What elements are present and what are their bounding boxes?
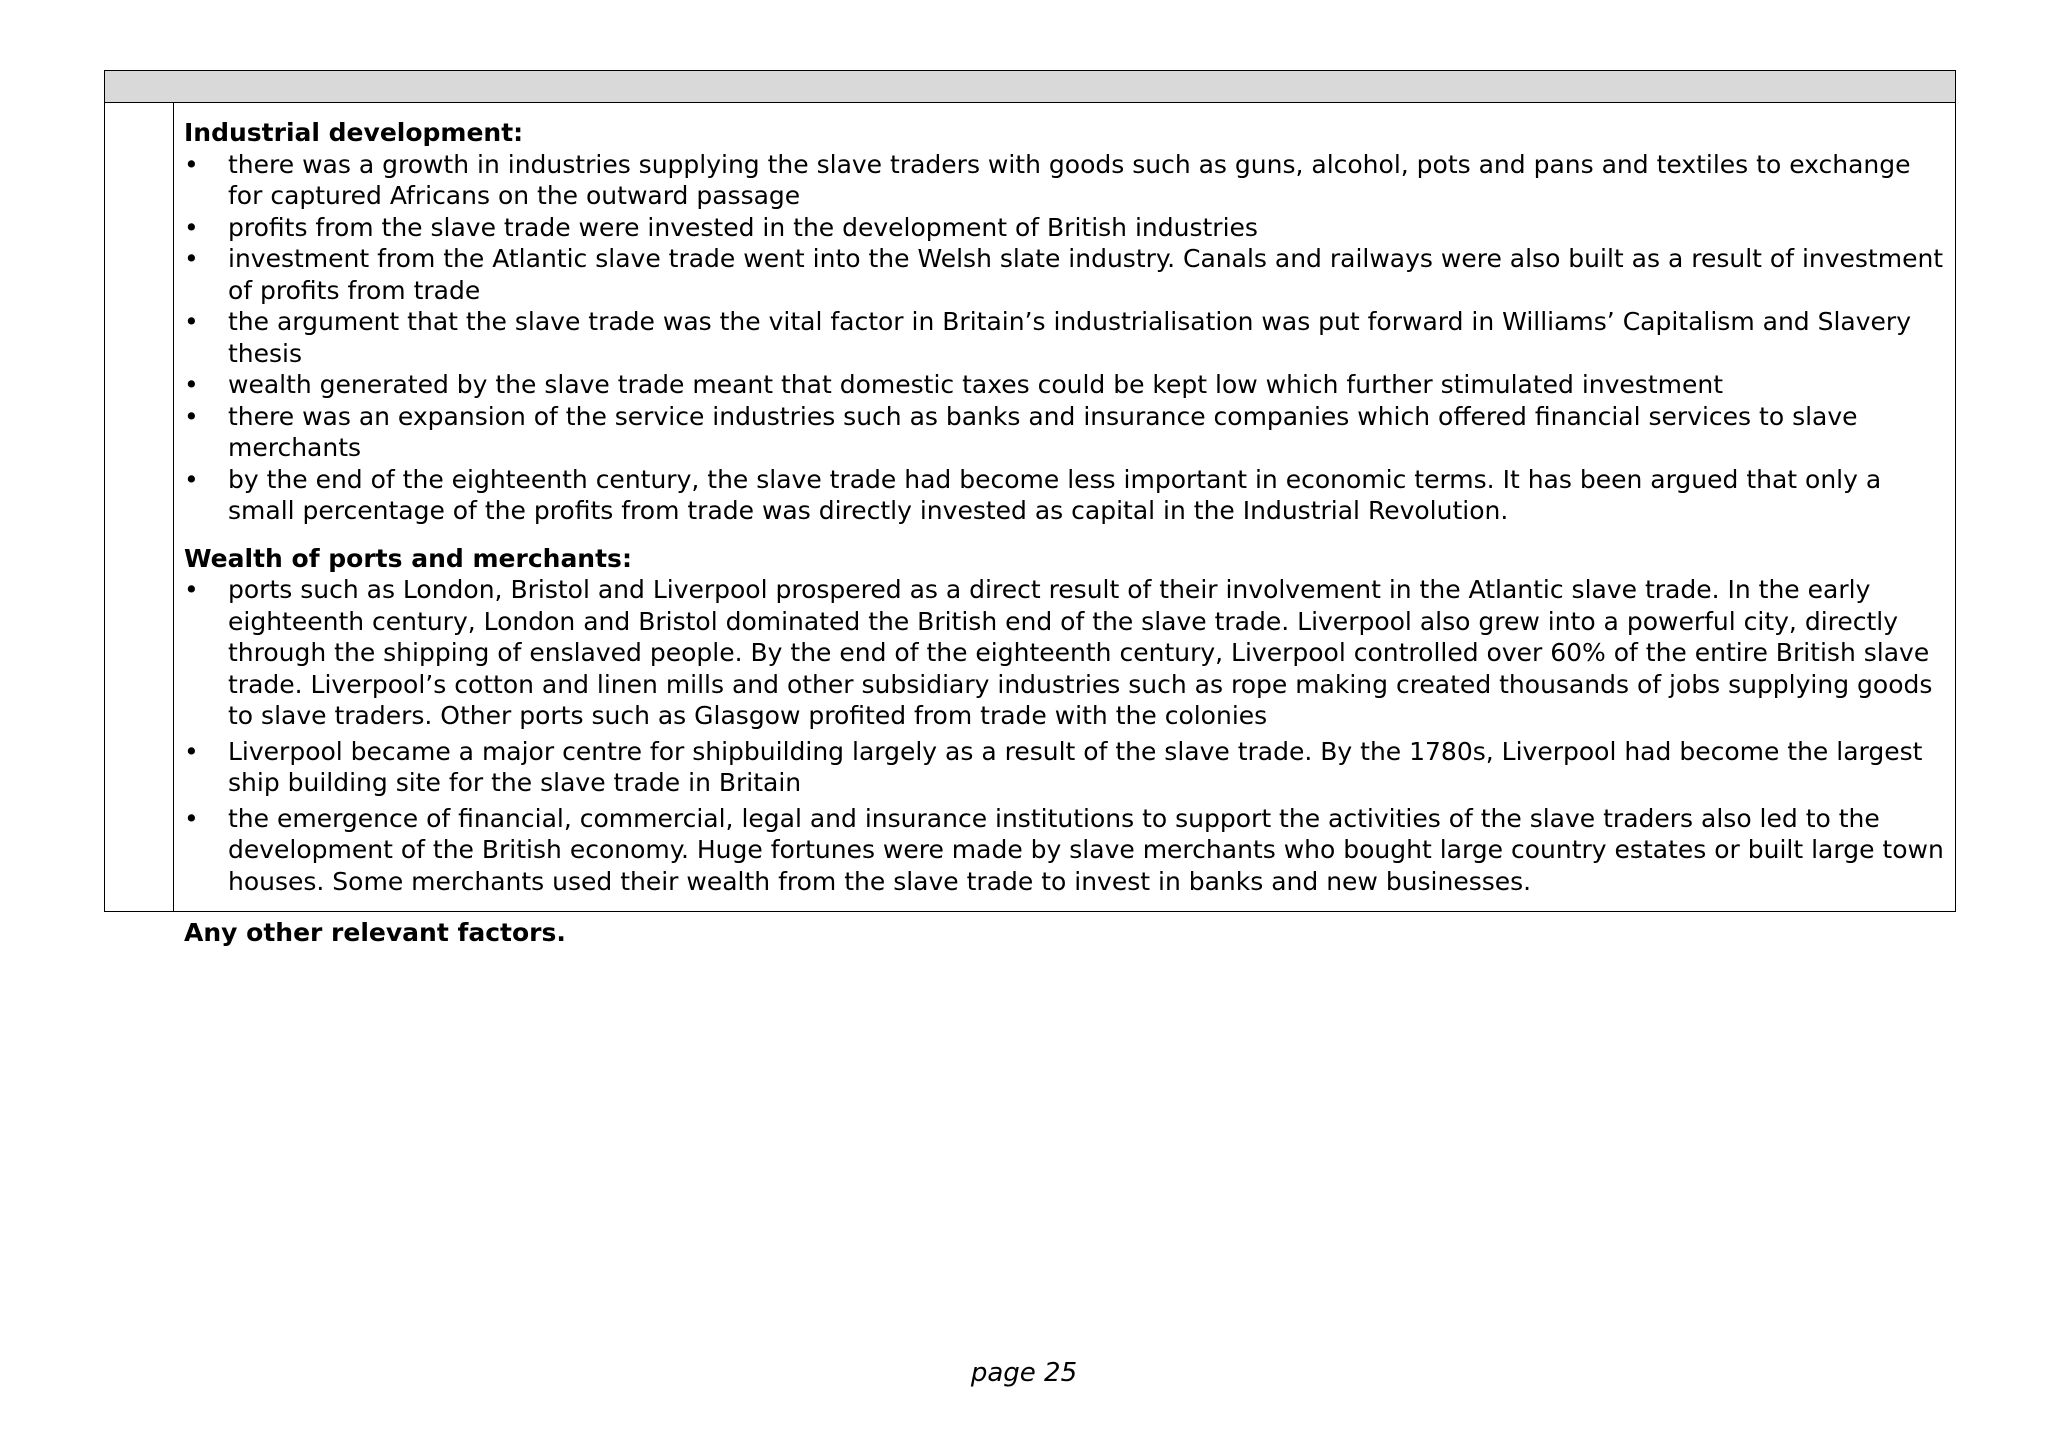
content-cell bbox=[174, 103, 1955, 947]
question-number-cell bbox=[105, 103, 174, 911]
list-item: • ports such as London, Bristol and Liverpool prospered as a direct result of their involvement in the Atlantic slave trade. In the early eighteenth century, London and Bristol dominated the British end of the slave trade. Liverpool also grew into a powerful city, directly through the shipping of enslaved people. By the end of the eighteenth century, Liverpool controlled over 60% of the entire British slave trade. Liverpool’s cotton and linen mills and other subsidiary industries such as rope making created thousands of jobs supplying goods to slave traders. Other ports such as Glasgow profited from trade with the colonies bbox=[184, 574, 1945, 732]
list-item: • profits from the slave trade were invested in the development of British industries bbox=[184, 212, 1945, 244]
table-header-row bbox=[105, 71, 1955, 103]
section-heading-industrial: Industrial development: bbox=[184, 118, 524, 147]
list-item: • by the end of the eighteenth century, the slave trade had become less important in economic terms. It has been argued that only a small percentage of the profits from trade was directly invested as capital in the Industrial Revolution. bbox=[184, 464, 1945, 527]
list-item: • there was a growth in industries supplying the slave traders with goods such as guns, alcohol, pots and pans and textiles to exchange for captured Africans on the outward passage bbox=[184, 149, 1945, 212]
list-item: • Liverpool became a major centre for shipbuilding largely as a result of the slave trade. By the 1780s, Liverpool had become the largest ship building site for the slave trade in Britain bbox=[184, 736, 1945, 799]
list-item: • the argument that the slave trade was the vital factor in Britain’s industrialisation was put forward in Williams’ Capitalism and Slavery thesis bbox=[184, 306, 1945, 369]
marking-table bbox=[104, 70, 1956, 947]
section-heading-other: Any other relevant factors. bbox=[184, 918, 566, 947]
industrial-bullet-list bbox=[184, 149, 1945, 527]
list-item: • there was an expansion of the service industries such as banks and insurance companies which offered financial services to slave merchants bbox=[184, 401, 1945, 464]
ports-bullet-list bbox=[184, 574, 1945, 897]
list-item: • investment from the Atlantic slave trade went into the Welsh slate industry. Canals and railways were also built as a result of investment of profits from trade bbox=[184, 243, 1945, 306]
list-item: • wealth generated by the slave trade meant that domestic taxes could be kept low which further stimulated investment bbox=[184, 369, 1945, 401]
list-item: • the emergence of financial, commercial, legal and insurance institutions to support the activities of the slave traders also led to the development of the British economy. Huge fortunes were made by slave merchants who bought large country estates or built large town houses. Some merchants used their wealth from the slave trade to invest in banks and new businesses. bbox=[184, 803, 1945, 898]
page-number: page 25 bbox=[970, 1358, 1078, 1388]
table-body-row bbox=[105, 103, 1955, 947]
section-heading-ports: Wealth of ports and merchants: bbox=[184, 543, 632, 573]
